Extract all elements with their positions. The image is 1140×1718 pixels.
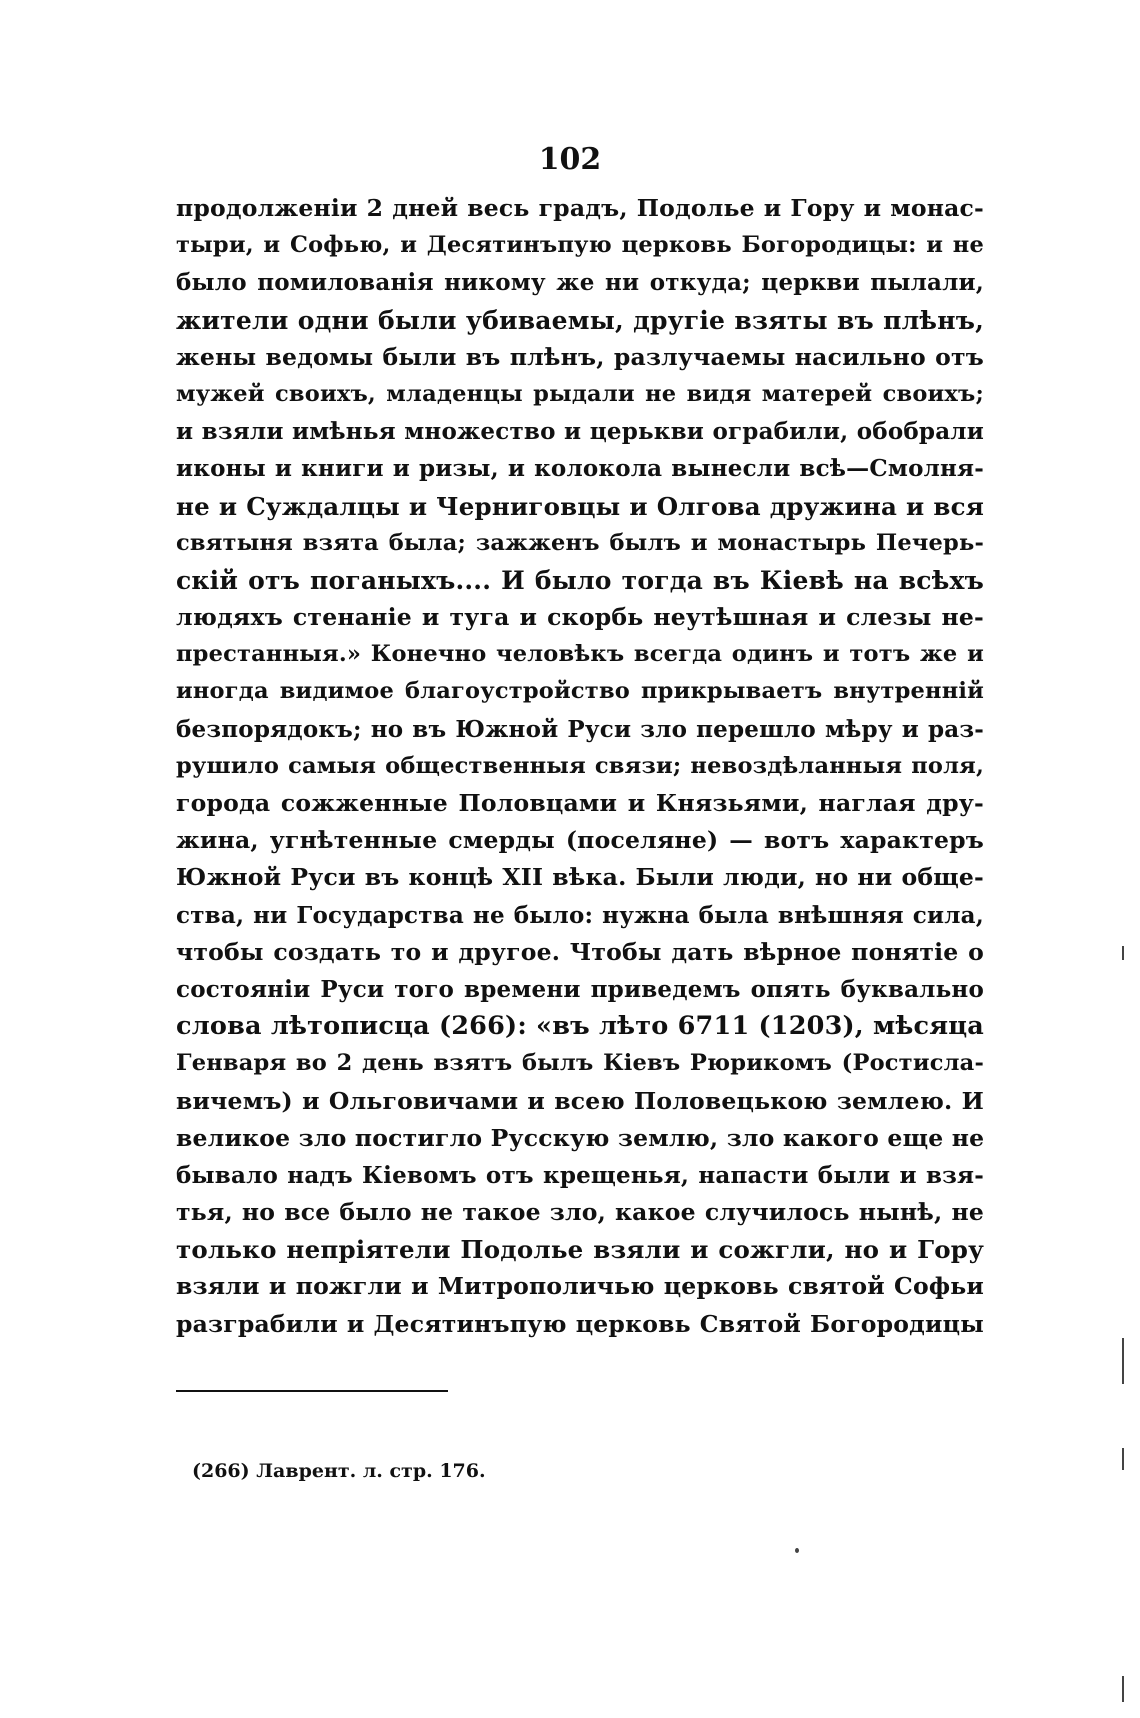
- text-line: вичемъ) и Ольговичами и всею Половецькою землею. И: [176, 1086, 984, 1115]
- footnote-divider: [176, 1390, 448, 1392]
- page-number: 102: [538, 142, 602, 177]
- text-line: было помилованія никому же ни откуда; церкви пылали,: [176, 269, 984, 297]
- text-line: жены ведомы были въ плѣнъ, разлучаемы насильно отъ: [176, 342, 984, 371]
- scan-artifact: [1122, 946, 1124, 960]
- text-line: святыня взята была; зажженъ былъ и монастырь Печерь-: [176, 529, 984, 556]
- text-line: состояніи Руси того времени приведемъ опять буквально: [176, 975, 984, 1003]
- text-line: иногда видимое благоустройство прикрываетъ внутренній: [176, 678, 984, 705]
- text-line: и взяли имѣнья множество и церькви ограбили, обобрали: [176, 418, 984, 446]
- text-line: жина, угнѣтенные смерды (поселяне) — вотъ характеръ: [176, 826, 984, 855]
- text-line: тья, но все было не такое зло, какое случилось нынѣ, не: [176, 1198, 984, 1227]
- text-line: взяли и пожгли и Митрополичью церковь святой Софьи: [176, 1272, 984, 1301]
- scan-artifact: [1122, 1338, 1124, 1384]
- text-line: ства, ни Государства не было: нужна была внѣшняя сила,: [176, 901, 984, 929]
- footnote: (266) Лаврент. л. стр. 176.: [192, 1460, 486, 1482]
- text-line: разграбили и Десятинъпую церковь Святой Богородицы: [176, 1309, 984, 1338]
- text-line: слова лѣтописца (266): «въ лѣто 6711 (1203), мѣсяца: [176, 1011, 984, 1042]
- text-line: жители одни были убиваемы, другіе взяты въ плѣнъ,: [176, 305, 984, 335]
- scan-artifact: [1122, 1448, 1124, 1470]
- text-line: не и Суждалцы и Черниговцы и Олгова дружина и вся: [176, 491, 984, 521]
- text-line: мужей своихъ, младенцы рыдали не видя матерей своихъ;: [176, 380, 984, 407]
- text-line: Генваря во 2 день взятъ былъ Кіевъ Рюрикомъ (Ростисла-: [176, 1050, 984, 1077]
- text-line: тыри, и Софью, и Десятинъпую церковь Богородицы: и не: [176, 232, 984, 259]
- text-line: скій отъ поганыхъ.... И было тогда въ Кіевѣ на всѣхъ: [176, 565, 984, 595]
- text-line: только непріятели Подолье взяли и сожгли, но и Гору: [176, 1235, 984, 1265]
- text-line: престанныя.» Конечно человѣкъ всегда одинъ и тотъ же и: [176, 641, 984, 668]
- text-line: города сожженные Половцами и Князьями, наглая дру-: [176, 789, 984, 817]
- text-line: великое зло постигло Русскую землю, зло какого еще не: [176, 1123, 985, 1152]
- text-line: людяхъ стенаніе и туга и скорбь неутѣшная и слезы не-: [176, 603, 984, 632]
- text-line: продолженіи 2 дней весь градъ, Подолье и Гору и монас-: [176, 194, 984, 222]
- text-line: безпорядокъ; но въ Южной Руси зло перешло мѣру и раз-: [176, 715, 984, 743]
- text-line: Южной Руси въ концѣ XII вѣка. Были люди, но ни обще-: [176, 863, 984, 892]
- scan-artifact: [1122, 1676, 1124, 1702]
- text-line: рушило самыя общественныя связи; невоздѣланныя поля,: [176, 752, 984, 779]
- text-line: иконы и книги и ризы, и колокола вынесли всѣ—Смолня-: [176, 455, 984, 483]
- text-line: бывало надъ Кіевомъ отъ крещенья, напасти были и взя-: [176, 1161, 984, 1189]
- text-line: чтобы создать то и другое. Чтобы дать вѣрное понятіе о: [176, 937, 984, 966]
- main-text: [176, 190, 984, 1343]
- scan-artifact: [795, 1548, 799, 1553]
